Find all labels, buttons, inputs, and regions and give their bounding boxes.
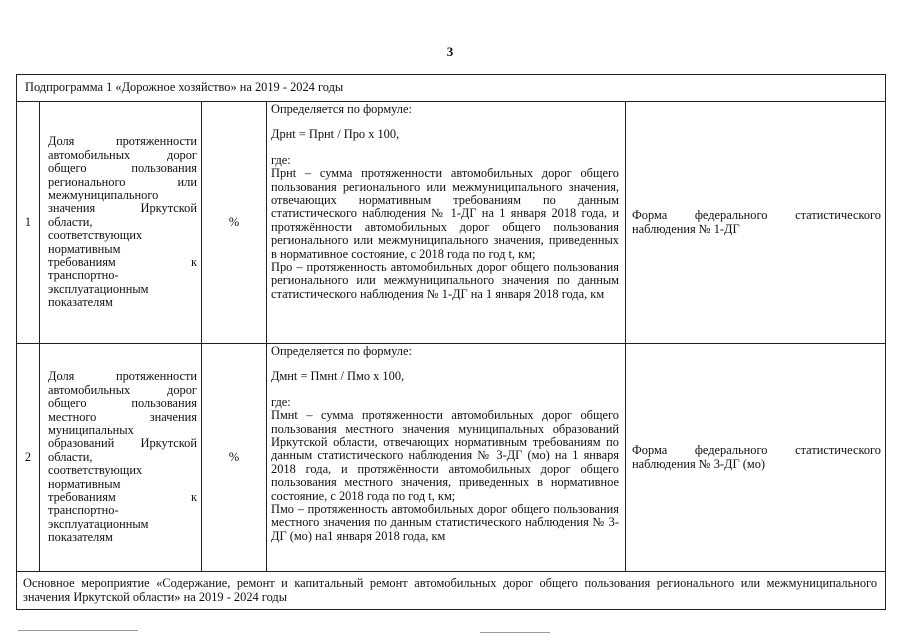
- scan-mark: [18, 630, 138, 631]
- indicator-name: [40, 102, 202, 344]
- indicator-name-line: Доля протяженности: [48, 369, 197, 384]
- indicator-name-line: муниципальных: [48, 422, 134, 437]
- indicator-name-line: требованиям к: [48, 490, 197, 505]
- indicator-name-line: Доля протяженности: [48, 134, 197, 149]
- indicator-name-line: транспортно-: [48, 268, 119, 283]
- indicator-name: [40, 344, 202, 572]
- formula-description: [267, 344, 626, 572]
- where-label: где:: [271, 152, 291, 167]
- indicator-name-line: эксплуатационным: [48, 516, 149, 531]
- where-label: где:: [271, 394, 291, 409]
- indicator-name-line: регионального или: [48, 174, 197, 189]
- data-source: Форма федерального статистического наблюдения № 3-ДГ (мо): [626, 344, 886, 572]
- indicator-name-line: эксплуатационным: [48, 281, 149, 296]
- indicator-name-line: общего пользования: [48, 396, 197, 411]
- main-activity-row: [17, 572, 886, 610]
- indicator-name-line: местного значения: [48, 409, 197, 424]
- table-row: [17, 344, 886, 572]
- definition-numerator: Пpнt – сумма протяженности автомобильных дорог общего пользования регионального или межмуниципального значения, отвечающих нормативным требованиям по данным статистического наблюдения № 1-ДГ на 1 января 2018 года, и протяжённости автомобильных дорог общего пользования регионального или межмуниципального значения, приведенных в нормативное состояние, с 2018 года по год t, км;: [271, 166, 619, 261]
- indicators-table: [16, 74, 886, 610]
- indicator-name-line: транспортно-: [48, 503, 119, 518]
- indicator-name-line: требованиям к: [48, 255, 197, 270]
- definition-numerator: Пмнt – сумма протяженности автомобильных дорог общего пользования местного значения муниципальных образований Иркутской области, отвечающих нормативным требованиям по данным статистического наблюдения № 3-ДГ (мо) на 1 января 2018 года, и протяжённости автомобильных дорог общего пользования местного значения, приведенных в нормативное состояние, с 2018 года по год t, км;: [271, 408, 619, 503]
- definition-denominator: Про – протяженность автомобильных дорог общего пользования регионального или межмуниципального значения по данным статистического наблюдения № 1-ДГ на 1 января 2018 года, км: [271, 260, 619, 301]
- row-number: 2: [17, 344, 40, 572]
- data-source: Форма федерального статистического наблюдения № 1-ДГ: [626, 102, 886, 344]
- subprogram-header-row: [17, 75, 886, 102]
- indicator-name-line: межмуниципального: [48, 187, 159, 202]
- formula-intro: Определяется по формуле:: [271, 344, 412, 358]
- definition-denominator: Пмо – протяженность автомобильных дорог общего пользования местного значения по данным статистического наблюдения № 3-ДГ (мо) на1 января 2018 года, км: [271, 502, 619, 543]
- indicator-name-line: образований Иркутской: [48, 436, 197, 451]
- indicator-name-line: области,: [48, 449, 93, 464]
- indicator-name-line: значения Иркутской: [48, 201, 197, 216]
- table-row: [17, 102, 886, 344]
- indicator-name-line: области,: [48, 214, 93, 229]
- indicator-name-line: автомобильных дорог: [48, 147, 197, 162]
- subprogram-header: Подпрограмма 1 «Дорожное хозяйство» на 2019 - 2024 годы: [17, 75, 886, 102]
- formula-description: [267, 102, 626, 344]
- row-number: 1: [17, 102, 40, 344]
- unit: %: [202, 102, 267, 344]
- formula: Дмнt = Пмнt / Пмо х 100,: [271, 369, 405, 384]
- formula: Дрнt = Пpнt / Про х 100,: [271, 127, 400, 142]
- scan-mark: [480, 632, 550, 633]
- main-activity: Основное мероприятие «Содержание, ремонт и капитальный ремонт автомобильных дорог общего пользования регионального или межмуниципального значения Иркутской области» на 2019 - 2024 годы: [17, 572, 886, 610]
- indicator-name-line: нормативным: [48, 476, 121, 491]
- indicator-name-line: соответствующих: [48, 463, 143, 478]
- indicator-name-line: показателям: [48, 295, 113, 310]
- indicator-name-line: показателям: [48, 530, 113, 545]
- indicator-name-line: нормативным: [48, 241, 121, 256]
- indicator-name-line: автомобильных дорог: [48, 382, 197, 397]
- unit: %: [202, 344, 267, 572]
- formula-intro: Определяется по формуле:: [271, 102, 412, 116]
- indicator-name-line: общего пользования: [48, 161, 197, 176]
- page-number: 3: [446, 44, 454, 59]
- indicator-name-line: соответствующих: [48, 228, 143, 243]
